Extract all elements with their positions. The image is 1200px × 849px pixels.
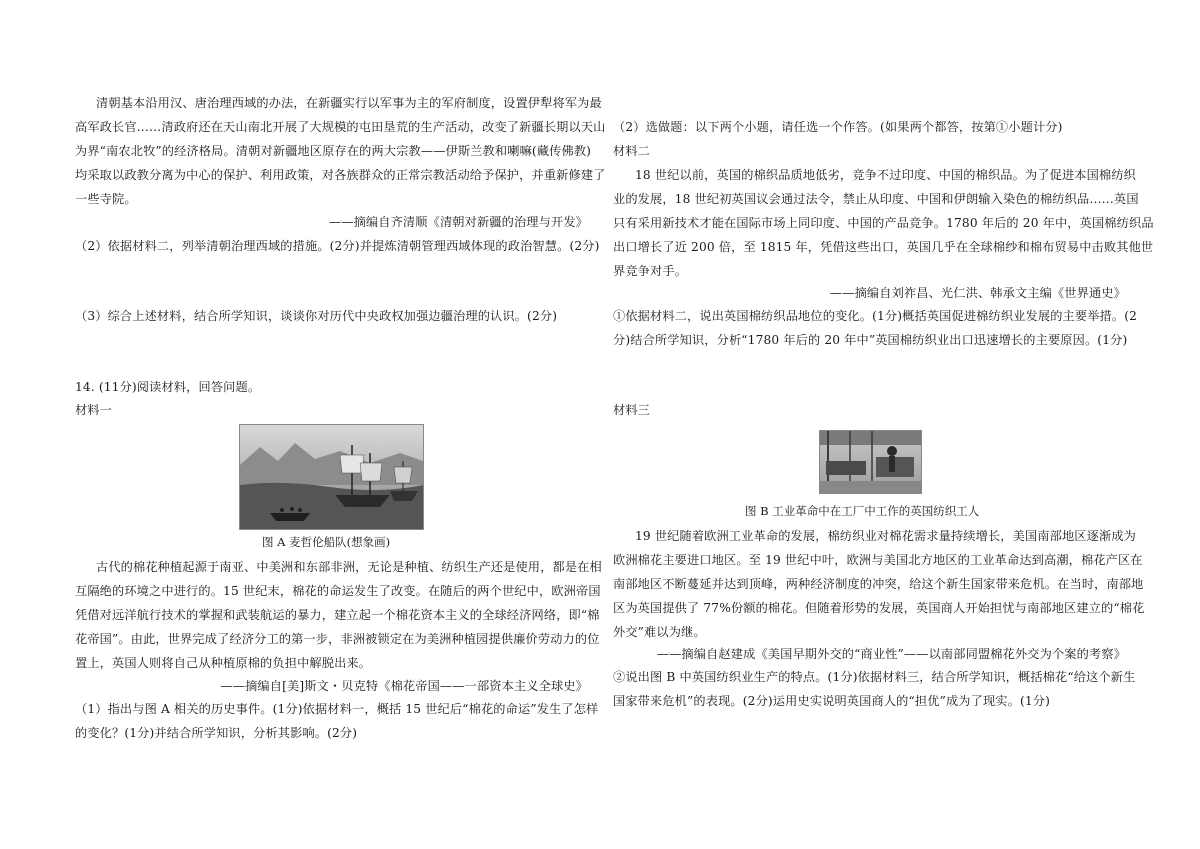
material-3-label: 材料三 <box>613 403 651 417</box>
magellan-fleet-image <box>239 424 424 530</box>
source-citation: ——摘编自刘祚昌、光仁洪、韩承文主编《世界通史》 <box>829 286 1126 300</box>
ships-illustration <box>240 425 423 529</box>
paragraph-britain-line: 业的发展，18 世纪初英国议会通过法令，禁止从印度、中国和伊朗输入染色的棉纺织品……英国 <box>613 192 1139 206</box>
paragraph-qing-line: 清朝基本沿用汉、唐治理西域的办法，在新疆实行以军事为主的军府制度，设置伊犁将军为最 <box>96 96 602 110</box>
source-citation: ——摘编自齐清顺《清朝对新疆的治理与开发》 <box>328 215 588 229</box>
factory-illustration <box>820 431 921 493</box>
paragraph-cotton-line: 互隔绝的环境之中进行的。15 世纪末，棉花的命运发生了改变。在随后的两个世纪中，欧洲帝国 <box>75 584 601 598</box>
question-2: （2）依据材料二，列举清朝治理西域的措施。(2分)并提炼清朝管理西域体现的政治智慧。(2分) <box>75 239 600 253</box>
paragraph-us-line: 19 世纪随着欧洲工业革命的发展，棉纺织业对棉花需求量持续增长，美国南部地区逐渐成为 <box>635 529 1136 543</box>
question-2-2-line: 国家带来危机”的表现。(2分)运用史实说明英国商人的“担优”成为了现实。(1分) <box>613 694 1051 708</box>
question-3: （3）综合上述材料，结合所学知识，谈谈你对历代中央政权加强边疆治理的认识。(2分) <box>75 309 558 323</box>
source-citation: ——摘编自赵建成《美国早期外交的“商业性”——以南部同盟棉花外交为个案的考察》 <box>656 647 1126 661</box>
figure-a-caption: 图 A 麦哲伦船队(想象画) <box>262 535 391 549</box>
question-2-2-line: ②说出图 B 中英国纺织业生产的特点。(1分)依据材料三，结合所学知识，概括棉花“给这个新生 <box>613 670 1136 684</box>
question-1-line: 的变化？(1分)并结合所学知识，分析其影响。(2分) <box>75 726 358 740</box>
paragraph-cotton-line: 凭借对远洋航行技术的掌握和武装航运的暴力，建立起一个棉花资本主义的全球经济网络，即“棉 <box>75 608 600 622</box>
paragraph-qing-line: 一些寺院。 <box>75 192 137 206</box>
paragraph-britain-line: 出口增长了近 200 倍，至 1815 年，凭借这些出口，英国几乎在全球棉纱和棉布贸易中击败其他世 <box>613 240 1154 254</box>
question-14-heading: 14. (11分)阅读材料，回答问题。 <box>75 380 261 394</box>
paragraph-us-line: 外交”难以为继。 <box>613 625 706 639</box>
source-citation: ——摘编自[美]斯文・贝克特《棉花帝国——一部资本主义全球史》 <box>220 679 588 693</box>
question-2-1-line: 分)结合所学知识，分析“1780 年后的 20 年中”英国棉纺织业出口迅速增长的主要原因。(1分) <box>613 333 1128 347</box>
paragraph-qing-line: 均采取以政教分离为中心的保护、利用政策，对各族群众的正常宗教活动给予保护，并重新修建了 <box>75 168 606 182</box>
paragraph-cotton-line: 置上，英国人则将自己从种植原棉的负担中解脱出来。 <box>75 656 372 670</box>
material-2-label: 材料二 <box>613 144 651 158</box>
material-1-label: 材料一 <box>75 403 113 417</box>
question-1-line: （1）指出与图 A 相关的历史事件。(1分)依据材料一，概括 15 世纪后“棉花的命运”发生了怎样 <box>75 702 599 716</box>
paragraph-us-line: 南部地区不断蔓延并达到顶峰，两种经济制度的冲突，给这个新生国家带来危机。在当时，南部地 <box>613 577 1144 591</box>
paragraph-britain-line: 界竞争对手。 <box>613 264 688 278</box>
paragraph-us-line: 欧洲棉花主要进口地区。至 19 世纪中叶，欧洲与美国北方地区的工业革命达到高潮，棉花产区在 <box>613 553 1143 567</box>
paragraph-cotton-line: 古代的棉花种植起源于南亚、中美洲和东部非洲，无论是种植、纺织生产还是使用，都是在相 <box>96 560 602 574</box>
question-2-choice: （2）选做题：以下两个小题，请任选一个作答。(如果两个都答，按第①小题计分) <box>613 120 1063 134</box>
textile-factory-image <box>819 430 922 494</box>
question-2-1-line: ①依据材料二，说出英国棉纺织品地位的变化。(1分)概括英国促进棉纺织业发展的主要举措。(2 <box>613 309 1138 323</box>
paragraph-qing-line: 为界“南农北牧”的经济格局。清朝对新疆地区原存在的两大宗教——伊斯兰教和喇嘛(藏传佛教) <box>75 144 592 158</box>
paragraph-cotton-line: 花帝国”。由此，世界完成了经济分工的第一步，非洲被锁定在为美洲种植园提供廉价劳动力的位 <box>75 632 600 646</box>
paragraph-britain-line: 18 世纪以前，英国的棉织品质地低劣，竞争不过印度、中国的棉织品。为了促进本国棉纺织 <box>635 168 1136 182</box>
paragraph-qing-line: 高军政长官……清政府还在天山南北开展了大规模的屯田垦荒的生产活动，改变了新疆长期以天山 <box>75 120 606 134</box>
paragraph-us-line: 区为英国提供了 77%份额的棉花。但随着形势的发展，英国商人开始担忧与南部地区建立的“棉花 <box>613 601 1145 615</box>
paragraph-britain-line: 只有采用新技术才能在国际市场上同印度、中国的产品竞争。1780 年后的 20 年中，英国棉纺织品 <box>613 216 1154 230</box>
figure-b-caption: 图 B 工业革命中在工厂中工作的英国纺织工人 <box>745 504 980 518</box>
